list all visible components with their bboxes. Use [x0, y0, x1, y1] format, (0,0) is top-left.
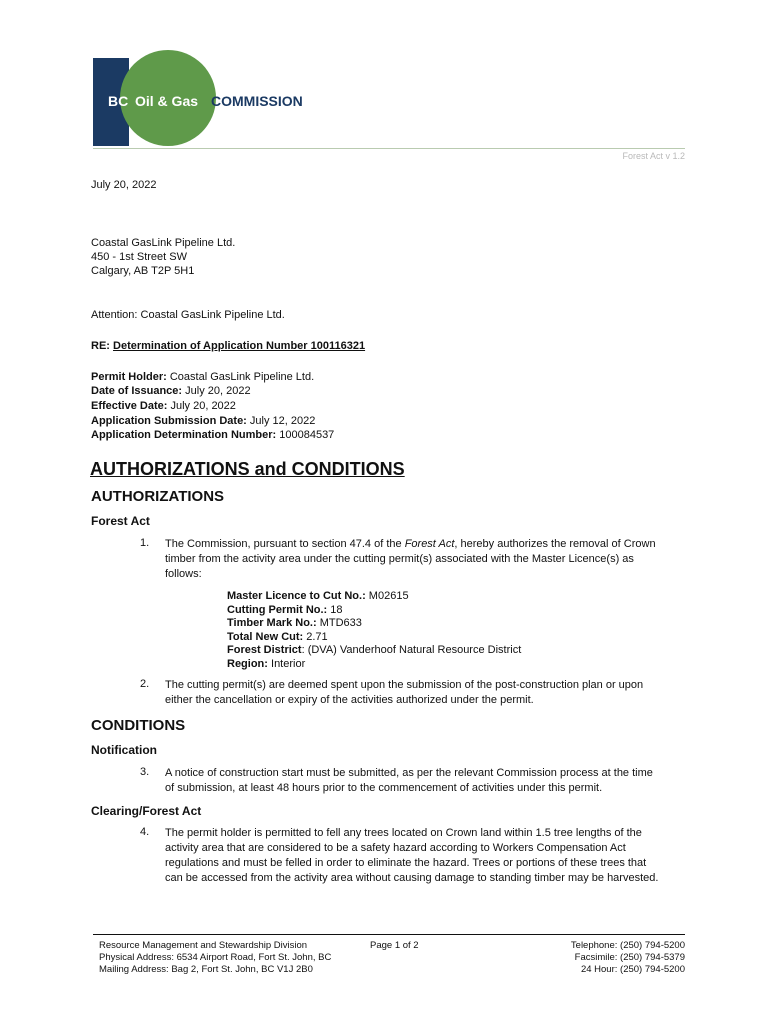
re-label: RE:	[91, 340, 110, 352]
forest-act-subheading: Forest Act	[91, 514, 150, 528]
detail-effective-date: Effective Date: July 20, 2022	[91, 400, 236, 412]
licence-cutting-permit: Cutting Permit No.: 18	[227, 603, 343, 616]
item-1-text: The Commission, pursuant to section 47.4 of the Forest Act, hereby authorizes the removal of Crown timber from the activity area under the cutting permit(s) associated with the Master Licence(s) as follows:	[165, 538, 656, 580]
attention-line: Attention: Coastal GasLink Pipeline Ltd.	[91, 309, 285, 321]
item-2-text: The cutting permit(s) are deemed spent upon the submission of the post-construction plan or upon either the cancellation or expiry of the activities authorized under the permit.	[165, 679, 644, 706]
conditions-heading: CONDITIONS	[91, 717, 186, 734]
version-label: Forest Act v 1.2	[622, 151, 685, 161]
address-line-3: Calgary, AB T2P 5H1	[91, 265, 195, 277]
item-4-number: 4.	[140, 826, 150, 838]
footer-facsimile: Facsimile: (250) 794-5379	[574, 952, 685, 963]
footer-physical-address: Physical Address: 6534 Airport Road, Fort St. John, BC	[99, 952, 332, 963]
item-2-number: 2.	[140, 678, 150, 690]
licence-forest-district: Forest District: (DVA) Vanderhoof Natural Resource District	[227, 644, 522, 656]
page-number: Page 1 of 2	[370, 940, 419, 951]
header-rule	[93, 148, 685, 149]
licence-master: Master Licence to Cut No.: M02615	[227, 590, 409, 602]
footer-left	[99, 940, 331, 976]
footer-telephone: Telephone: (250) 794-5200	[570, 940, 685, 951]
detail-permit-holder: Permit Holder: Coastal GasLink Pipeline Ltd.	[91, 371, 315, 383]
item-1-number: 1.	[140, 537, 150, 549]
footer-24hour: 24 Hour: (250) 794-5200	[580, 964, 685, 975]
footer-right	[505, 940, 685, 976]
clearing-subheading: Clearing/Forest Act	[91, 804, 202, 818]
detail-date-of-issuance: Date of Issuance: July 20, 2022	[91, 385, 251, 397]
footer-rule	[93, 934, 685, 935]
detail-submission-date: Application Submission Date: July 12, 2022	[91, 415, 316, 427]
item-3-text: A notice of construction start must be submitted, as per the relevant Commission process at the time of submission, at least 48 hours prior to the commencement of activities under this permit.	[165, 767, 653, 794]
licence-region: Region: Interior	[227, 657, 306, 670]
footer-division: Resource Management and Stewardship Division	[99, 940, 308, 951]
item-4-text: The permit holder is permitted to fell any trees located on Crown land within 1.5 tree lengths of the activity area that are considered to be a safety hazard according to Workers Compensation Act regulations and must be felled in order to eliminate the hazard. Trees or portions of these trees that can be accessed from the activity area without causing damage to standing timber may be harvested.	[165, 827, 659, 884]
logo-commission: COMMISSION	[211, 93, 303, 109]
re-line	[91, 339, 365, 354]
address-line-2: 450 - 1st Street SW	[91, 251, 187, 263]
licence-block	[227, 590, 521, 671]
licence-timber-mark: Timber Mark No.: MTD633	[227, 617, 362, 629]
detail-determination-number: Application Determination Number: 100084537	[91, 429, 335, 441]
page-title: AUTHORIZATIONS and CONDITIONS	[90, 459, 405, 479]
address-line-1: Coastal GasLink Pipeline Ltd.	[91, 237, 236, 249]
letter-date: July 20, 2022	[91, 179, 157, 191]
notification-subheading: Notification	[91, 743, 157, 757]
re-text: Determination of Application Number 100116321	[113, 340, 366, 352]
licence-total-cut: Total New Cut: 2.71	[227, 630, 328, 643]
item-3-number: 3.	[140, 766, 150, 778]
authorizations-heading: AUTHORIZATIONS	[91, 488, 225, 505]
footer-mailing-address: Mailing Address: Bag 2, Fort St. John, BC V1J 2B0	[99, 964, 313, 975]
logo-oil-gas: Oil & Gas	[135, 93, 199, 109]
logo-bc: BC	[108, 93, 129, 109]
